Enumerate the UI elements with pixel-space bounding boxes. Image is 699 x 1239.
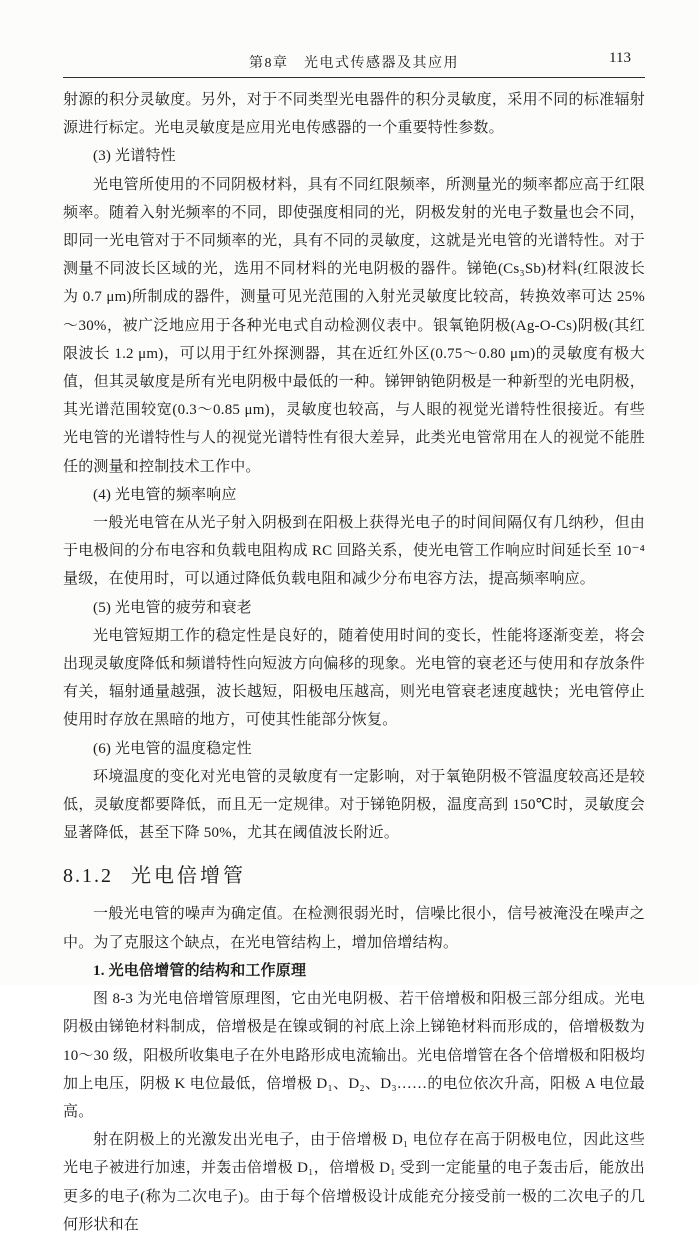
paragraph-fatigue-aging: 光电管短期工作的稳定性是良好的，随着使用时间的变长，性能将逐渐变差，将会出现灵敏度降低和频谱特性向短波方向偏移的现象。光电管的衰老还与使用和存放条件有关，辐射通量越强，波长越短，阳极电压越高，则光电管衰老速度越快；光电管停止使用时存放在黑暗的地方，可使其性能部分恢复。 (63, 627, 645, 729)
page-body (63, 86, 645, 1239)
paragraph-pmt-structure: 图 8-3 为光电倍增管原理图，它由光电阴极、若干倍增极和阳极三部分组成。光电阴极由锑铯材料制成，倍增极是在镍或铜的衬底上涂上锑铯材料而形成的，倍增极数为 10～30 级，阳极所收集电子在外电路形成电流输出。光电倍增管在各个倍增极和阳极均加上电压，阴极 K 电位最低，倍增极 D₁、D₂、D₃……的电位依次升高，阳极 A 电位最高。 (63, 991, 645, 1120)
item-heading-temperature-stability: (6) 光电管的温度稳定性 (93, 740, 252, 757)
item-heading-spectral: (3) 光谱特性 (93, 148, 176, 165)
paragraph-frequency-response: 一般光电管在从光子射入阴极到在阳极上获得光电子的时间间隔仅有几纳秒，但由于电极间的分布电容和负载电阻构成 RC 回路关系，使光电管工作响应时间延长至 10⁻⁴量级，在使用时，可以通过降低负载电阻和减少分布电容方法，提高频率响应。 (63, 515, 645, 588)
page-number: 113 (609, 50, 631, 66)
chapter-title: 第8章 光电式传感器及其应用 (249, 56, 459, 71)
paragraph-pmt-operation: 射在阴极上的光激发出光电子，由于倍增极 D₁ 电位存在高于阴极电位，因此这些光电子被进行加速，并轰击倍增极 D₁，倍增极 D₁ 受到一定能量的电子轰击后，能放出更多的电子(称为二次电子)。由于每个倍增极设计成能充分接受前一极的二次电子的几何形状和在 (63, 1132, 645, 1233)
item-heading-fatigue-aging: (5) 光电管的疲劳和衰老 (93, 599, 252, 616)
section-title: 光电倍增管 (131, 865, 246, 888)
page-header (63, 50, 645, 78)
section-number: 8.1.2 (63, 865, 113, 888)
subsection-heading-structure-principle: 1. 光电倍增管的结构和工作原理 (93, 962, 307, 979)
section-heading-8-1-2 (63, 861, 645, 891)
paragraph-noise-intro: 一般光电管的噪声为确定值。在检测很弱光时，信噪比很小，信号被淹没在噪声之中。为了克服这个缺点，在光电管结构上，增加倍增结构。 (63, 906, 645, 951)
paragraph-spectral-characteristics: 光电管所使用的不同阴极材料，具有不同红限频率，所测量光的频率都应高于红限频率。随着入射光频率的不同，即使强度相同的光，阴极发射的光电子数量也会不同，即同一光电管对于不同频率的光，具有不同的灵敏度，这就是光电管的光谱特性。对于测量不同波长区域的光，选用不同材料的光电阴极的器件。锑铯(Cs₃Sb)材料(红限波长为 0.7 μm)所制成的器件，测量可见光范围的入射光灵敏度比较高，转换效率可达 25%～30%，被广泛地应用于各种光电式自动检测仪表中。银氧铯阴极(Ag-O-Cs)阴极(其红限波长 1.2 μm)，可以用于红外探测器，其在近红外区(0.75～0.80 μm)的灵敏度有极大值，但其灵敏度是所有光电阴极中最低的一种。锑钾钠铯阴极是一种新型的光电阴极，其光谱范围较宽(0.3～0.85 μm)，灵敏度也较高，与人眼的视觉光谱特性很接近。有些光电管的光谱特性与人的视觉光谱特性有很大差异，此类光电管常用在人的视觉不能胜任的测量和控制技术工作中。 (63, 176, 645, 475)
paragraph-temperature-stability: 环境温度的变化对光电管的灵敏度有一定影响，对于氧铯阴极不管温度较高还是较低，灵敏度都要降低，而且无一定规律。对于锑铯阴极，温度高到 150℃时，灵敏度会显著降低，甚至下降 50%，尤其在阈值波长附近。 (63, 768, 645, 842)
paragraph-continued: 射源的积分灵敏度。另外，对于不同类型光电器件的积分灵敏度，采用不同的标准辐射源进行标定。光电灵敏度是应用光电传感器的一个重要特性参数。 (63, 92, 645, 137)
item-heading-frequency-response: (4) 光电管的频率响应 (93, 486, 237, 503)
